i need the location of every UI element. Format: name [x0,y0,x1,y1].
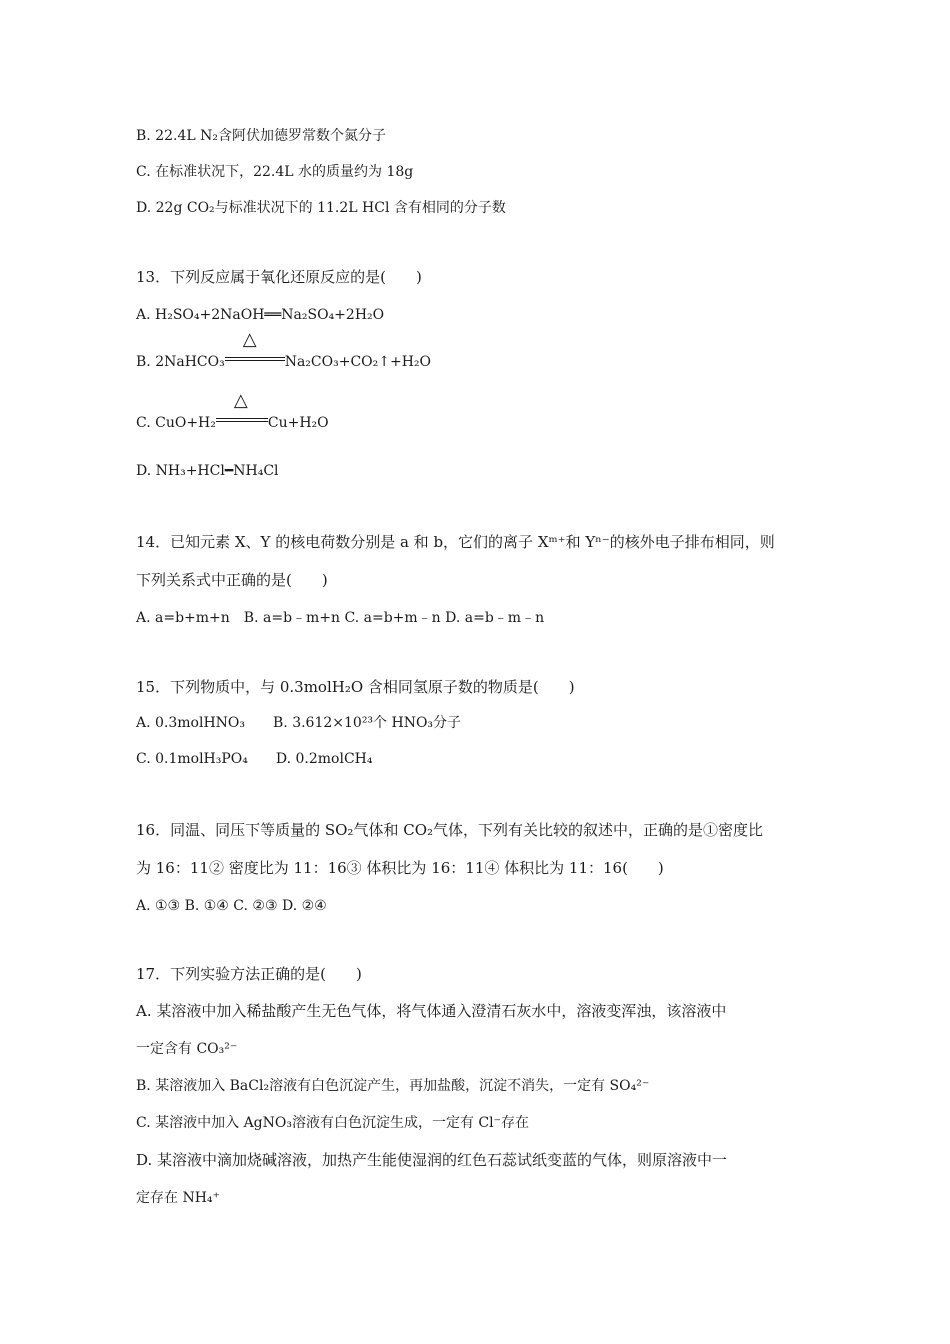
q16-stem-line1: 16．同温、同压下等质量的 SO₂气体和 CO₂气体，下列有关比较的叙述中，正确的是①密度比 [136,821,764,839]
q13-option-b-reactants: B. 2NaHCO₃ [136,354,225,370]
q13-option-c-reactants: C. CuO+H₂ [136,415,216,431]
q15-stem: 15．下列物质中，与 0.3molH₂O 含相同氢原子数的物质是( ) [136,678,575,696]
q13-option-d: D. NH₃+HCl━NH₄Cl [136,463,279,479]
q15-options-ab: A. 0.3molHNO₃ B. 3.612×10²³个 HNO₃分子 [136,715,462,731]
q17-option-a-line2: 一定含有 CO₃²⁻ [136,1041,238,1057]
q17-stem: 17．下列实验方法正确的是( ) [136,965,362,983]
q17-option-c: C. 某溶液中加入 AgNO₃溶液有白色沉淀生成，一定有 Cl⁻存在 [136,1115,530,1131]
q17-option-b: B. 某溶液加入 BaCl₂溶液有白色沉淀产生，再加盐酸，沉淀不消失，一定有 SO₄²⁻ [136,1078,650,1094]
q14-stem-line1: 14．已知元素 X、Y 的核电荷数分别是 a 和 b，它们的离子 Xᵐ⁺和 Yⁿ⁻的核外电子排布相同，则 [136,533,775,551]
q13-option-b [136,329,432,372]
q12-option-c: C. 在标准状况下，22.4L 水的质量约为 18g [136,164,414,180]
q14-stem-line2: 下列关系式中正确的是( ) [136,571,328,589]
q13-stem: 13．下列反应属于氧化还原反应的是( ) [136,268,422,286]
q16-options: A. ①③ B. ①④ C. ②③ D. ②④ [136,898,327,914]
heat-equals-sign [216,390,268,433]
q17-option-d-line2: 定存在 NH₄⁺ [136,1190,220,1206]
q13-option-c-products: Cu+H₂O [267,415,329,431]
q12-option-d: D. 22g CO₂与标准状况下的 11.2L HCl 含有相同的分子数 [136,200,506,216]
q13-option-b-products: Na₂CO₃+CO₂↑+H₂O [284,354,432,370]
q12-option-b: B. 22.4L N₂含阿伏加德罗常数个氮分子 [136,128,386,144]
q15-options-cd: C. 0.1molH₃PO₄ D. 0.2molCH₄ [136,751,373,767]
heat-triangle-icon: △ [242,329,257,350]
q17-option-d-line1: D. 某溶液中滴加烧碱溶液，加热产生能使湿润的红色石蕊试纸变蓝的气体，则原溶液中一 [136,1151,728,1169]
heat-triangle-icon: △ [233,390,248,411]
q13-option-c [136,390,329,433]
q14-options: A. a=b+m+n B. a=b﹣m+n C. a=b+m﹣n D. a=b﹣m﹣n [136,610,545,626]
q16-stem-line2: 为 16：11② 密度比为 11：16③ 体积比为 16：11④ 体积比为 11：16( ) [136,859,664,877]
heat-equals-sign [225,329,285,372]
q13-option-a: A. H₂SO₄+2NaOH══Na₂SO₄+2H₂O [136,307,385,323]
q17-option-a-line1: A. 某溶液中加入稀盐酸产生无色气体，将气体通入澄清石灰水中，溶液变浑浊，该溶液中 [136,1002,727,1020]
